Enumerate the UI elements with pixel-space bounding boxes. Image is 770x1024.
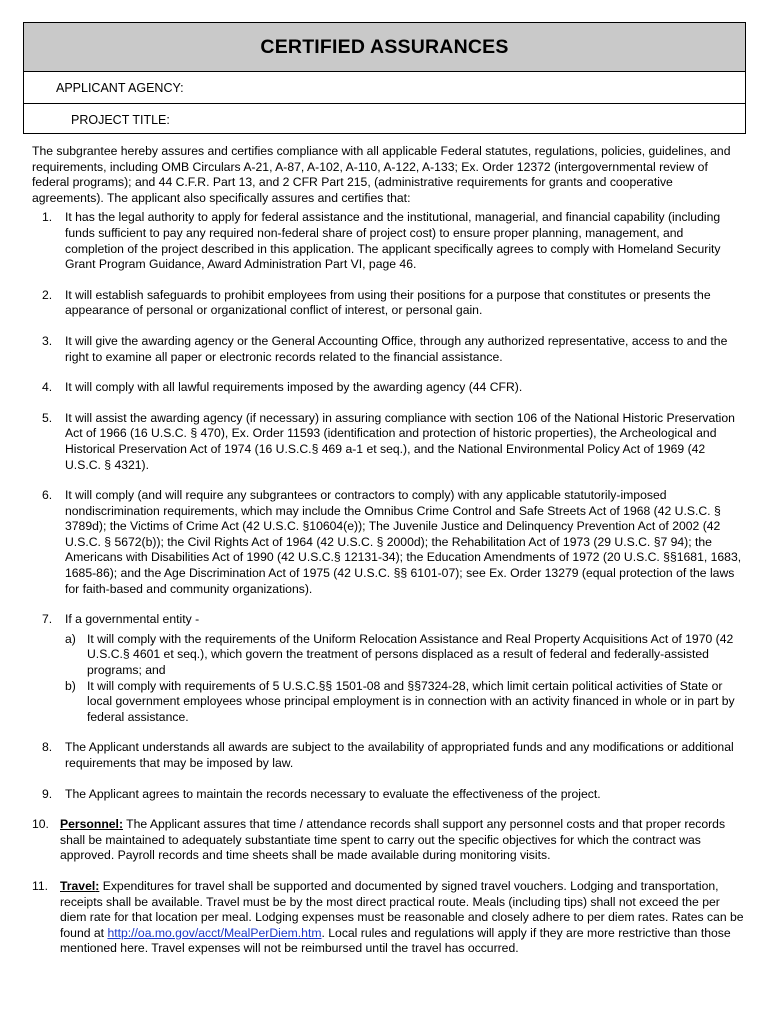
item-text: It will give the awarding agency or the General Accounting Office, through any authorized representative, access to and the right to examine all paper or electronic records related to the financial assistance. bbox=[65, 333, 728, 364]
item-text: The Applicant agrees to maintain the records necessary to evaluate the effectiveness of the project. bbox=[65, 786, 601, 801]
page-title: CERTIFIED ASSURANCES bbox=[260, 35, 509, 58]
item-text-after-link: . Local rules and regulations will apply if they are more restrictive than those mentioned here. Travel expenses will not be reimbursed until the travel has occurred. bbox=[60, 925, 731, 956]
item-number: 6. bbox=[42, 488, 53, 503]
item-number: 9. bbox=[42, 786, 53, 801]
item-text: If a governmental entity - bbox=[65, 612, 200, 627]
project-title-field[interactable] bbox=[24, 104, 745, 135]
item-number: 5. bbox=[42, 410, 53, 425]
title-band bbox=[24, 23, 745, 72]
list-item bbox=[32, 411, 744, 473]
item-text: Expenditures for travel shall be supported and documented by signed travel vouchers. Lodging and transportation, receipts shall be available. Travel must be by the most direct practical route. Meals (including tips) shall not exceed the per diem rate for that location per meal. Lodging expenses must be reasonable and closely adhere to per diem rates. Rates can be found at bbox=[60, 878, 744, 940]
sub-item-letter: a) bbox=[65, 631, 76, 646]
applicant-agency-label: APPLICANT AGENCY: bbox=[56, 80, 184, 95]
item-number: 8. bbox=[42, 740, 53, 755]
list-item bbox=[32, 787, 744, 803]
list-item bbox=[32, 612, 744, 725]
item-heading-travel: Travel bbox=[60, 878, 96, 893]
item-heading-personnel: Personnel bbox=[60, 817, 119, 832]
item-text: It will establish safeguards to prohibit employees from using their positions for a purpose that constitutes or presents the appearance of personal or organizational conflict of interest, or personal gain. bbox=[65, 287, 711, 318]
item-text: The Applicant understands all awards are subject to the availability of appropriated funds and any modifications or additional requirements that may be imposed by law. bbox=[65, 740, 734, 770]
header-box bbox=[23, 22, 746, 134]
item-number: 4. bbox=[42, 380, 53, 395]
sub-list-item bbox=[65, 632, 744, 679]
sub-item-letter: b) bbox=[65, 678, 76, 693]
item-number: 10. bbox=[32, 817, 49, 832]
assurances-list bbox=[32, 210, 744, 957]
item-number: 7. bbox=[42, 612, 53, 627]
list-item bbox=[32, 210, 744, 272]
applicant-agency-field[interactable] bbox=[24, 72, 745, 104]
item-heading-colon: : bbox=[118, 817, 123, 832]
list-item bbox=[32, 380, 744, 396]
item-number: 11. bbox=[32, 878, 49, 893]
list-item bbox=[32, 817, 744, 864]
sub-list bbox=[65, 632, 744, 726]
sub-item-text: It will comply with requirements of 5 U.S.C.§§ 1501-08 and §§7324-28, which limit certain political activities of State or local government employees whose principal employment is in connection with an activity financed in whole or in part by federal assistance. bbox=[87, 678, 735, 724]
list-item bbox=[32, 288, 744, 319]
list-item bbox=[32, 488, 744, 597]
sub-item-text: It will comply with the requirements of the Uniform Relocation Assistance and Real Property Acquisitions Act of 1970 (42 U.S.C.§ 4601 et seq.), which govern the treatment of persons displaced as a result of federal and federally-assisted programs; and bbox=[87, 631, 734, 678]
item-text: It will comply (and will require any subgrantees or contractors to comply) with any applicable statutorily-imposed nondiscrimination requirements, which may include the Omnibus Crime Control and Safe Streets Act of 1968 (42 U.S.C. § 3789d); the Victims of Crime Act (42 U.S.C. §10604(e)); The Juvenile Justice and Delinquency Prevention Act of 2002 (42 U.S.C. § 5672(b)); the Civil Rights Act of 1964 (42 U.S.C. § 2000d); the Rehabilitation Act of 1973 (29 U.S.C. §7 94); the Americans with Disabilities Act of 1990 (42 U.S.C.§ 12131-34); the Education Amendments of 1972 (20 U.S.C. §§1681, 1683, 1685-86); and the Age Discrimination Act of 1975 (42 U.S.C. §§ 6101-07); see Ex. Order 13279 (equal protection of the laws for faith-based and community organizations). bbox=[65, 488, 742, 596]
assurances-body bbox=[32, 144, 744, 972]
sub-list-item bbox=[65, 679, 744, 726]
list-item bbox=[32, 879, 744, 957]
project-title-label: PROJECT TITLE: bbox=[71, 112, 170, 127]
item-text: The Applicant assures that time / attendance records shall support any personnel costs and that proper records shall be maintained to adequately substantiate time spent to carry out the specific objectives for which the contract was approved. Payroll records and time sheets shall be made available during monitoring visits. bbox=[60, 817, 726, 863]
per-diem-rates-link[interactable]: http://oa.mo.gov/acct/MealPerDiem.htm bbox=[107, 925, 322, 940]
item-text: It will comply with all lawful requirements imposed by the awarding agency (44 CFR). bbox=[65, 380, 523, 395]
item-number: 1. bbox=[42, 210, 53, 225]
item-text: It will assist the awarding agency (if necessary) in assuring compliance with section 106 of the National Historic Preservation Act of 1966 (16 U.S.C. § 470), Ex. Order 11593 (identification and protection of historic properties), the Archeological and Historical Preservation Act of 1974 (16 U.S.C.§ 469 a-1 et seq.), and the National Environmental Policy Act of 1969 (42 U.S.C. § 4321). bbox=[65, 410, 735, 472]
item-text: It has the legal authority to apply for federal assistance and the institutional, managerial, and financial capability (including funds sufficient to pay any required non-federal share of project cost) to ensure proper planning, management, and completion of the project described in this application. The applicant specifically agrees to comply with Homeland Security Grant Program Guidance, Award Administration Part VI, page 46. bbox=[65, 210, 721, 272]
list-item bbox=[32, 334, 744, 365]
item-heading-colon: : bbox=[95, 878, 100, 893]
list-item bbox=[32, 740, 744, 771]
intro-paragraph: The subgrantee hereby assures and certifies compliance with all applicable Federal statutes, regulations, policies, guidelines, and requirements, including OMB Circulars A-21, A-87, A-102, A-110, A-122, A-133; Ex. Order 12372 (intergovernmental review of federal programs); and 44 C.F.R. Part 13, and 2 CFR Part 215, (administrative requirements for grants and cooperative agreements). The applicant also specifically assures and certifies that: bbox=[32, 144, 731, 205]
item-number: 2. bbox=[42, 287, 53, 302]
item-number: 3. bbox=[42, 333, 53, 348]
